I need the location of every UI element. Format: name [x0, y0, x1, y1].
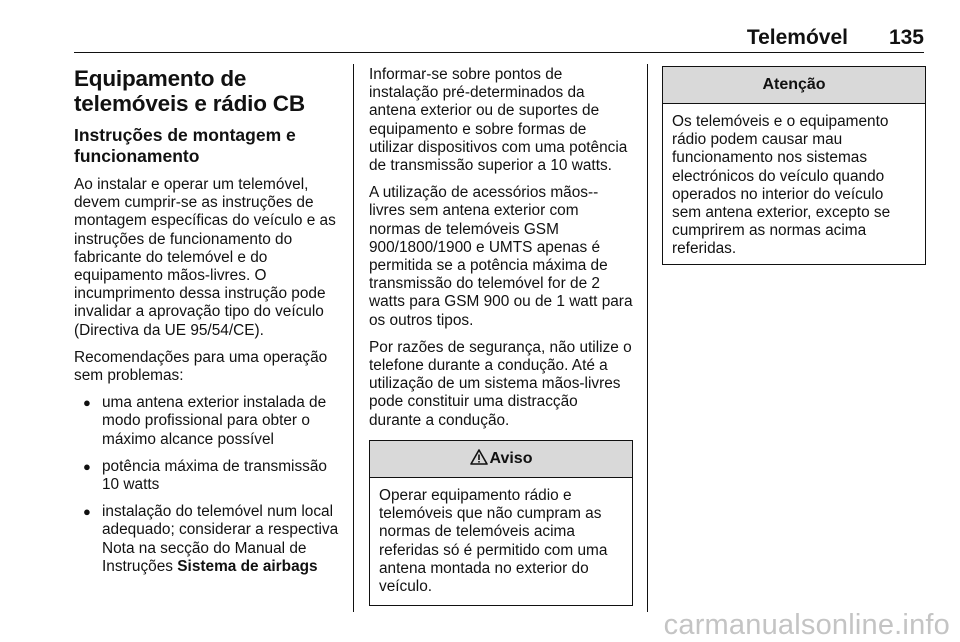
caution-box-header [663, 67, 925, 104]
caution-box-text: Os telemóveis e o equipamento rádio podem causar mau funcionamento nos sistemas electrónicos do veículo quando operados no interior do veículo sem antena exterior, excepto se cumprirem as normas acima referidas. [672, 113, 891, 258]
watermark: carmanualsonline.info [663, 609, 950, 641]
warning-box-title: Aviso [489, 450, 533, 467]
caution-box [662, 66, 926, 265]
warning-box-text: Operar equipamento rádio e telemóveis que não cumpram as normas de telemóveis acima referidas só é permitido com uma antena montada no exterior do veículo. [379, 487, 608, 596]
list-item [74, 503, 339, 576]
paragraph: Por razões de segurança, não utilize o telefone durante a condução. Até a utilização de um sistema mãos-livres pode constituir uma distracção durante a condução. [369, 338, 632, 429]
warning-box-header [370, 441, 632, 478]
warning-box [369, 440, 633, 606]
caution-box-title: Atenção [762, 76, 826, 93]
section-heading: Equipamento de telemóveis e rádio CB [74, 66, 305, 116]
paragraph: Informar-se sobre pontos de instalação pré-determinados da antena exterior ou de suportes de equipamento e sobre formas de utilizar dispositivos com uma potência de transmissão superior a 10 watts. [369, 66, 628, 175]
page-header [74, 24, 924, 52]
header-title: Telemóvel [746, 26, 848, 49]
list-item-text: potência máxima de transmissão 10 watts [102, 457, 327, 494]
column-divider-right [647, 64, 648, 612]
paragraph: Ao instalar e operar um telemóvel, devem cumprir-se as instruções de montagem específicas do veículo e as instruções de funcionamento do fabricante do telemóvel e do equipamento mãos-livres. O incumprimento dessa instrução pode invalidar a aprovação tipo do veículo (Directiva da UE 95/54/CE). [74, 176, 336, 339]
list-item-text: uma antena exterior instalada de modo profissional para obter o máximo alcance possível [102, 394, 327, 448]
warning-triangle-icon [470, 443, 488, 479]
bullet-icon: ● [83, 458, 91, 474]
middle-column [369, 66, 633, 439]
column-divider-left [353, 64, 354, 612]
header-rule [74, 52, 924, 53]
cross-reference-link[interactable]: Sistema de airbags [177, 557, 318, 575]
list-item [74, 458, 339, 494]
section-subheading: Instruções de montagem e funcionamento [74, 125, 296, 166]
recommendation-list [74, 394, 339, 576]
paragraph: A utilização de acessórios mãos--livres sem antena exterior com normas de telemóveis GSM 900/1800/1900 e UMTS apenas é permitida se a potência máxima de transmissão do telemóvel for de 2 watts para GSM 900 ou de 1 watt para os outros tipos. [369, 184, 633, 329]
list-item-text: instalação do telemóvel num local adequado; considerar a respectiva Nota na secção do Manual de Instruções [102, 503, 339, 575]
left-column [74, 66, 339, 585]
list-item [74, 394, 339, 449]
bullet-icon: ● [83, 504, 91, 520]
paragraph: Recomendações para uma operação sem problemas: [74, 348, 328, 385]
bullet-icon: ● [83, 395, 91, 411]
page-number: 135 [888, 26, 924, 49]
